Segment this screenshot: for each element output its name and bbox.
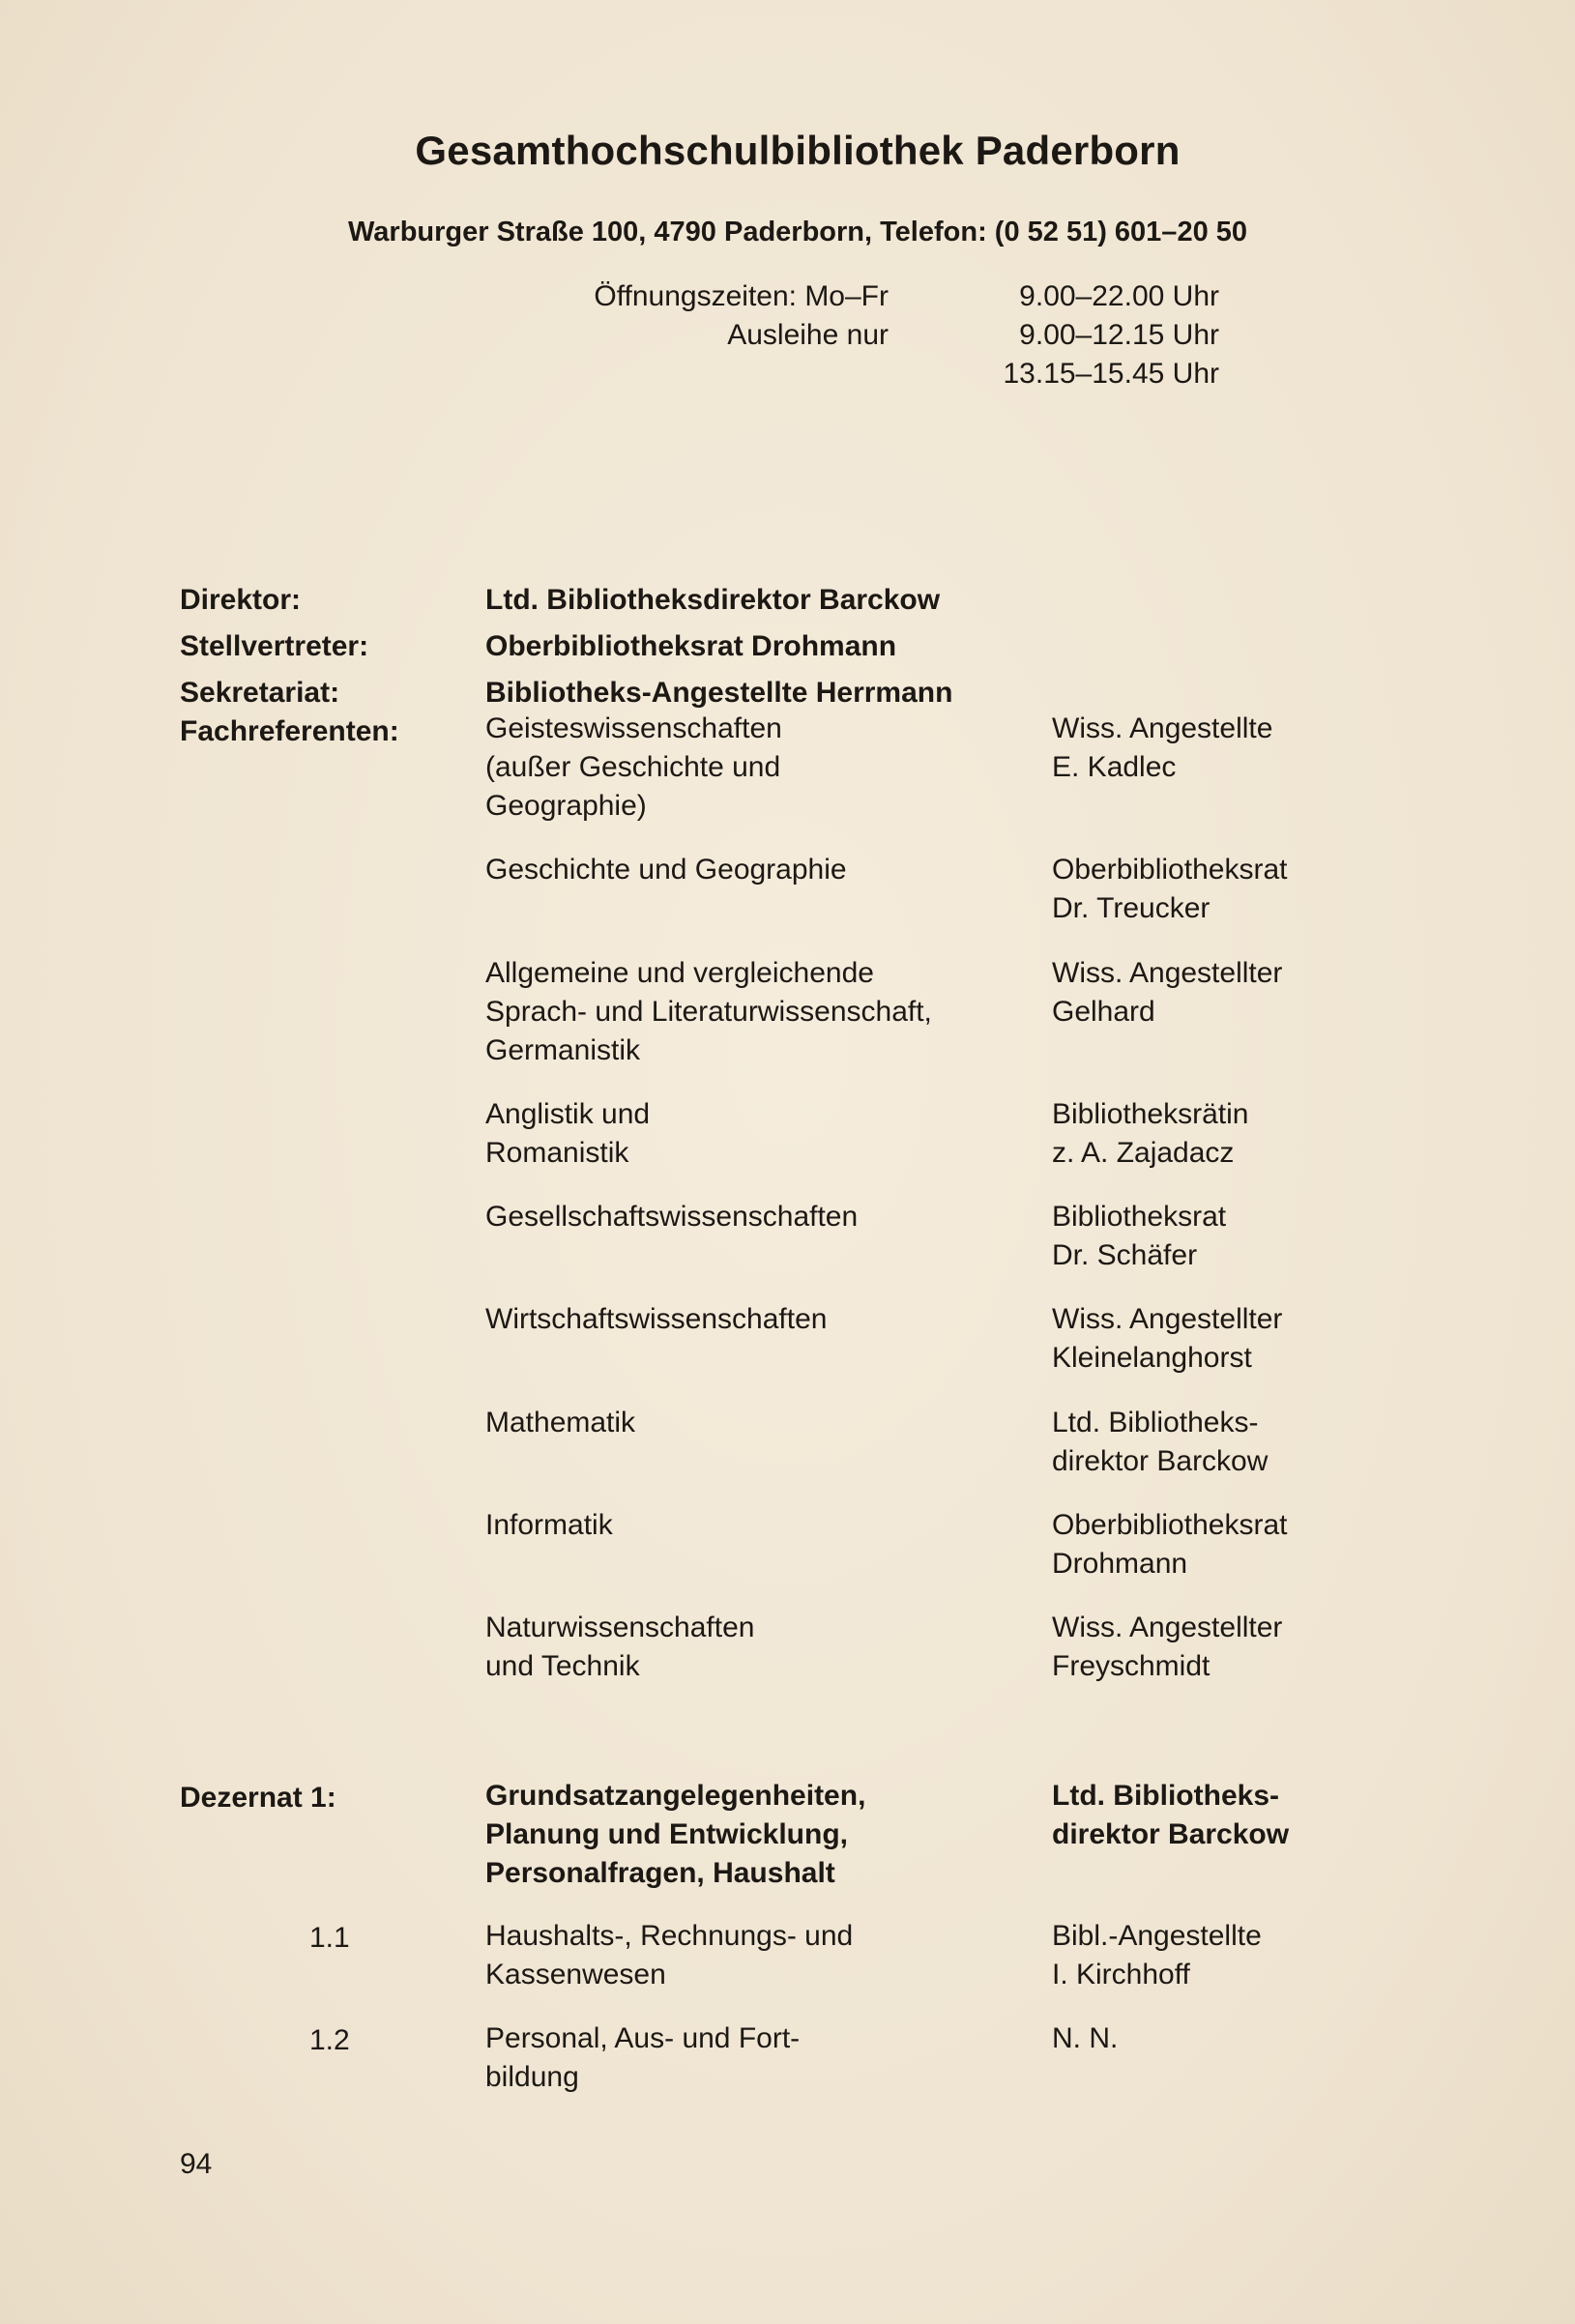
- specialist-person: Oberbibliotheksrat Drohmann: [1052, 1509, 1288, 1580]
- specialist-person: Bibliotheksrat Dr. Schäfer: [1052, 1201, 1227, 1271]
- secretariat-name: Bibliotheks-Angestellte Herrmann: [485, 677, 953, 709]
- deputy-name: Oberbibliotheksrat Drohmann: [485, 630, 897, 662]
- specialist-person: Wiss. Angestellter Kleinelanghorst: [1052, 1303, 1283, 1374]
- specialist-subject: Naturwissenschaften und Technik: [485, 1612, 755, 1682]
- dezernat-head: Ltd. Bibliotheks- direktor Barckow: [1052, 1780, 1290, 1850]
- library-address: Warburger Straße 100, 4790 Paderborn, Telefon: (0 52 51) 601–20 50: [347, 217, 1248, 247]
- dezernat-item-person: Bibl.-Angestellte I. Kirchhoff: [1052, 1920, 1262, 1990]
- dezernat-item-number: 1.1: [309, 1922, 350, 1954]
- dezernat-item-subject: Haushalts-, Rechnungs- und Kassenwesen: [485, 1920, 854, 1990]
- specialist-subject: Informatik: [485, 1509, 613, 1541]
- specialist-subject: Geschichte und Geographie: [485, 854, 847, 886]
- director-name: Ltd. Bibliotheksdirektor Barckow: [485, 584, 941, 616]
- hours-label-weekdays: Öffnungszeiten: Mo–Fr: [594, 280, 889, 312]
- specialists-label: Fachreferenten:: [180, 715, 399, 747]
- director-label: Direktor:: [180, 584, 302, 616]
- page-number: 94: [180, 2148, 213, 2180]
- dezernat-item-number: 1.2: [309, 2024, 350, 2056]
- dezernat-item-person: N. N.: [1052, 2022, 1119, 2054]
- hours-label-lending: Ausleihe nur: [727, 319, 889, 351]
- dezernat-item-subject: Personal, Aus- und Fort- bildung: [485, 2022, 801, 2093]
- specialist-person: Ltd. Bibliotheks- direktor Barckow: [1052, 1407, 1269, 1477]
- specialist-subject: Mathematik: [485, 1407, 636, 1438]
- dezernat-label: Dezernat 1:: [180, 1782, 336, 1814]
- specialist-person: Wiss. Angestellter Gelhard: [1052, 957, 1283, 1028]
- deputy-label: Stellvertreter:: [180, 630, 369, 662]
- specialist-person: Bibliotheksrätin z. A. Zajadacz: [1052, 1098, 1249, 1169]
- page-title: Gesamthochschulbibliothek Paderborn: [415, 128, 1181, 173]
- secretariat-label: Sekretariat:: [180, 677, 340, 709]
- specialist-subject: Allgemeine und vergleichende Sprach- und Literaturwissenschaft, Germanistik: [485, 957, 932, 1066]
- specialist-person: Wiss. Angestellter Freyschmidt: [1052, 1612, 1283, 1682]
- specialist-subject: Geisteswissenschaften (außer Geschichte und Geographie): [485, 712, 782, 822]
- specialist-subject: Wirtschaftswissenschaften: [485, 1303, 828, 1335]
- hours-time-weekdays: 9.00–22.00 Uhr: [1019, 280, 1219, 312]
- hours-time-lending-afternoon: 13.15–15.45 Uhr: [1003, 358, 1219, 390]
- dezernat-title: Grundsatzangelegenheiten, Planung und Entwicklung, Personalfragen, Haushalt: [485, 1780, 866, 1889]
- specialist-person: Oberbibliotheksrat Dr. Treucker: [1052, 854, 1288, 924]
- specialist-subject: Gesellschaftswissenschaften: [485, 1201, 859, 1233]
- specialist-subject: Anglistik und Romanistik: [485, 1098, 651, 1169]
- specialist-person: Wiss. Angestellte E. Kadlec: [1052, 712, 1273, 783]
- hours-time-lending-morning: 9.00–12.15 Uhr: [1019, 319, 1219, 351]
